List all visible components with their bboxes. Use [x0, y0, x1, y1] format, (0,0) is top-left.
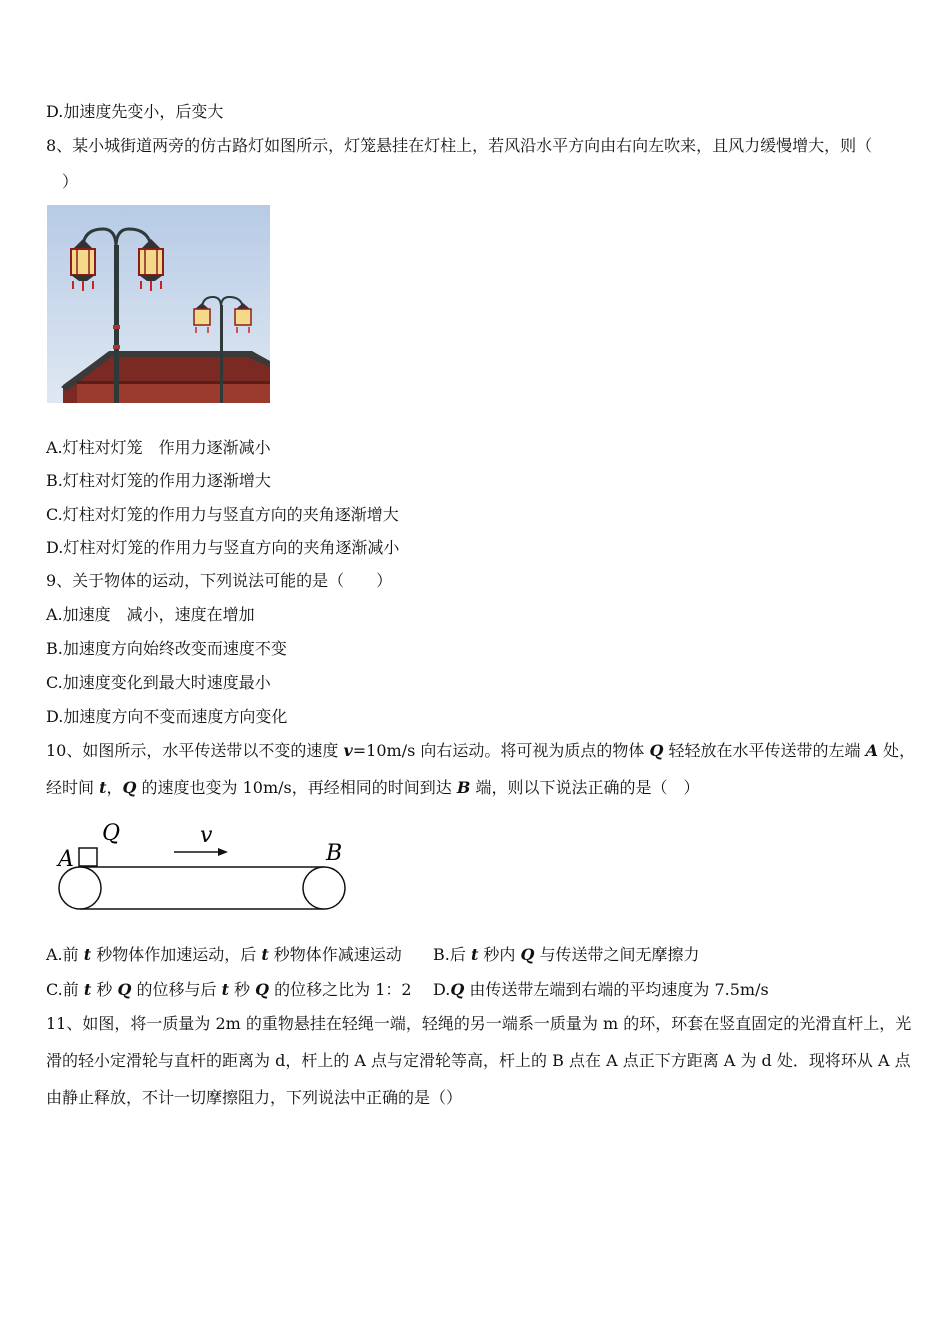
- q10-option-d: D.Q 由传送带左端到右端的平均速度为 7.5m/s: [433, 980, 769, 999]
- conveyor-belt-diagram: [54, 818, 350, 916]
- q10-stem-line2: 经时间 t，Q 的速度也变为 10m/s，再经相同的时间到达 B 端，则以下说法正确的是（ ）: [46, 778, 700, 797]
- velocity-arrow-head: [218, 848, 228, 856]
- q8-option-c: C.灯柱对灯笼的作用力与竖直方向的夹角逐渐增大: [46, 505, 399, 524]
- q9-option-d: D.加速度方向不变而速度方向变化: [46, 707, 288, 726]
- label-b: B: [326, 841, 343, 866]
- q8-stem-cont: ）: [62, 172, 79, 191]
- right-pulley: [303, 867, 345, 909]
- label-a: A: [58, 847, 74, 872]
- q9-option-a: A.加速度 减小，速度在增加: [46, 605, 255, 624]
- label-v: v: [200, 823, 213, 848]
- q10-option-a: A.前 t 秒物体作加速运动，后 t 秒物体作减速运动: [46, 945, 402, 964]
- q8-option-d: D.灯柱对灯笼的作用力与竖直方向的夹角逐渐减小: [46, 538, 400, 557]
- q8-option-a: A.灯柱对灯笼 作用力逐渐减小: [46, 438, 271, 457]
- q10-option-b: B.后 t 秒内 Q 与传送带之间无摩擦力: [433, 945, 700, 964]
- q9-option-c: C.加速度变化到最大时速度最小: [46, 673, 271, 692]
- q8-option-b: B.灯柱对灯笼的作用力逐渐增大: [46, 471, 271, 490]
- q9-option-b: B.加速度方向始终改变而速度不变: [46, 639, 287, 658]
- block-q: [79, 848, 97, 866]
- q11-stem-line1: 11、如图，将一质量为 2m 的重物悬挂在轻绳一端，轻绳的另一端系一质量为 m 的环，环套在竖直固定的光滑直杆上，光: [46, 1014, 912, 1033]
- q10-stem-line1: 10、如图所示，水平传送带以不变的速度 v=10m/s 向右运动。将可视为质点的物体 Q 轻轻放在水平传送带的左端 A 处，: [46, 741, 916, 760]
- q11-stem-line3: 由静止释放，不计一切摩擦阻力，下列说法中正确的是（）: [46, 1088, 463, 1107]
- q8-stem: 8、某小城街道两旁的仿古路灯如图所示，灯笼悬挂在灯柱上，若风沿水平方向由右向左吹来，且风力缓慢增大，则（: [46, 136, 873, 155]
- q7-option-d: D.加速度先变小，后变大: [46, 102, 224, 121]
- q9-stem: 9、关于物体的运动，下列说法可能的是（ ）: [46, 571, 393, 590]
- q10-option-c: C.前 t 秒 Q 的位移与后 t 秒 Q 的位移之比为 1：2: [46, 980, 412, 999]
- street-lamp-photo: [47, 205, 270, 403]
- q11-stem-line2: 滑的轻小定滑轮与直杆的距离为 d，杆上的 A 点与定滑轮等高，杆上的 B 点在 A 点正下方距离 A 为 d 处．现将环从 A 点: [46, 1051, 911, 1070]
- label-q: Q: [102, 821, 121, 846]
- left-pulley: [59, 867, 101, 909]
